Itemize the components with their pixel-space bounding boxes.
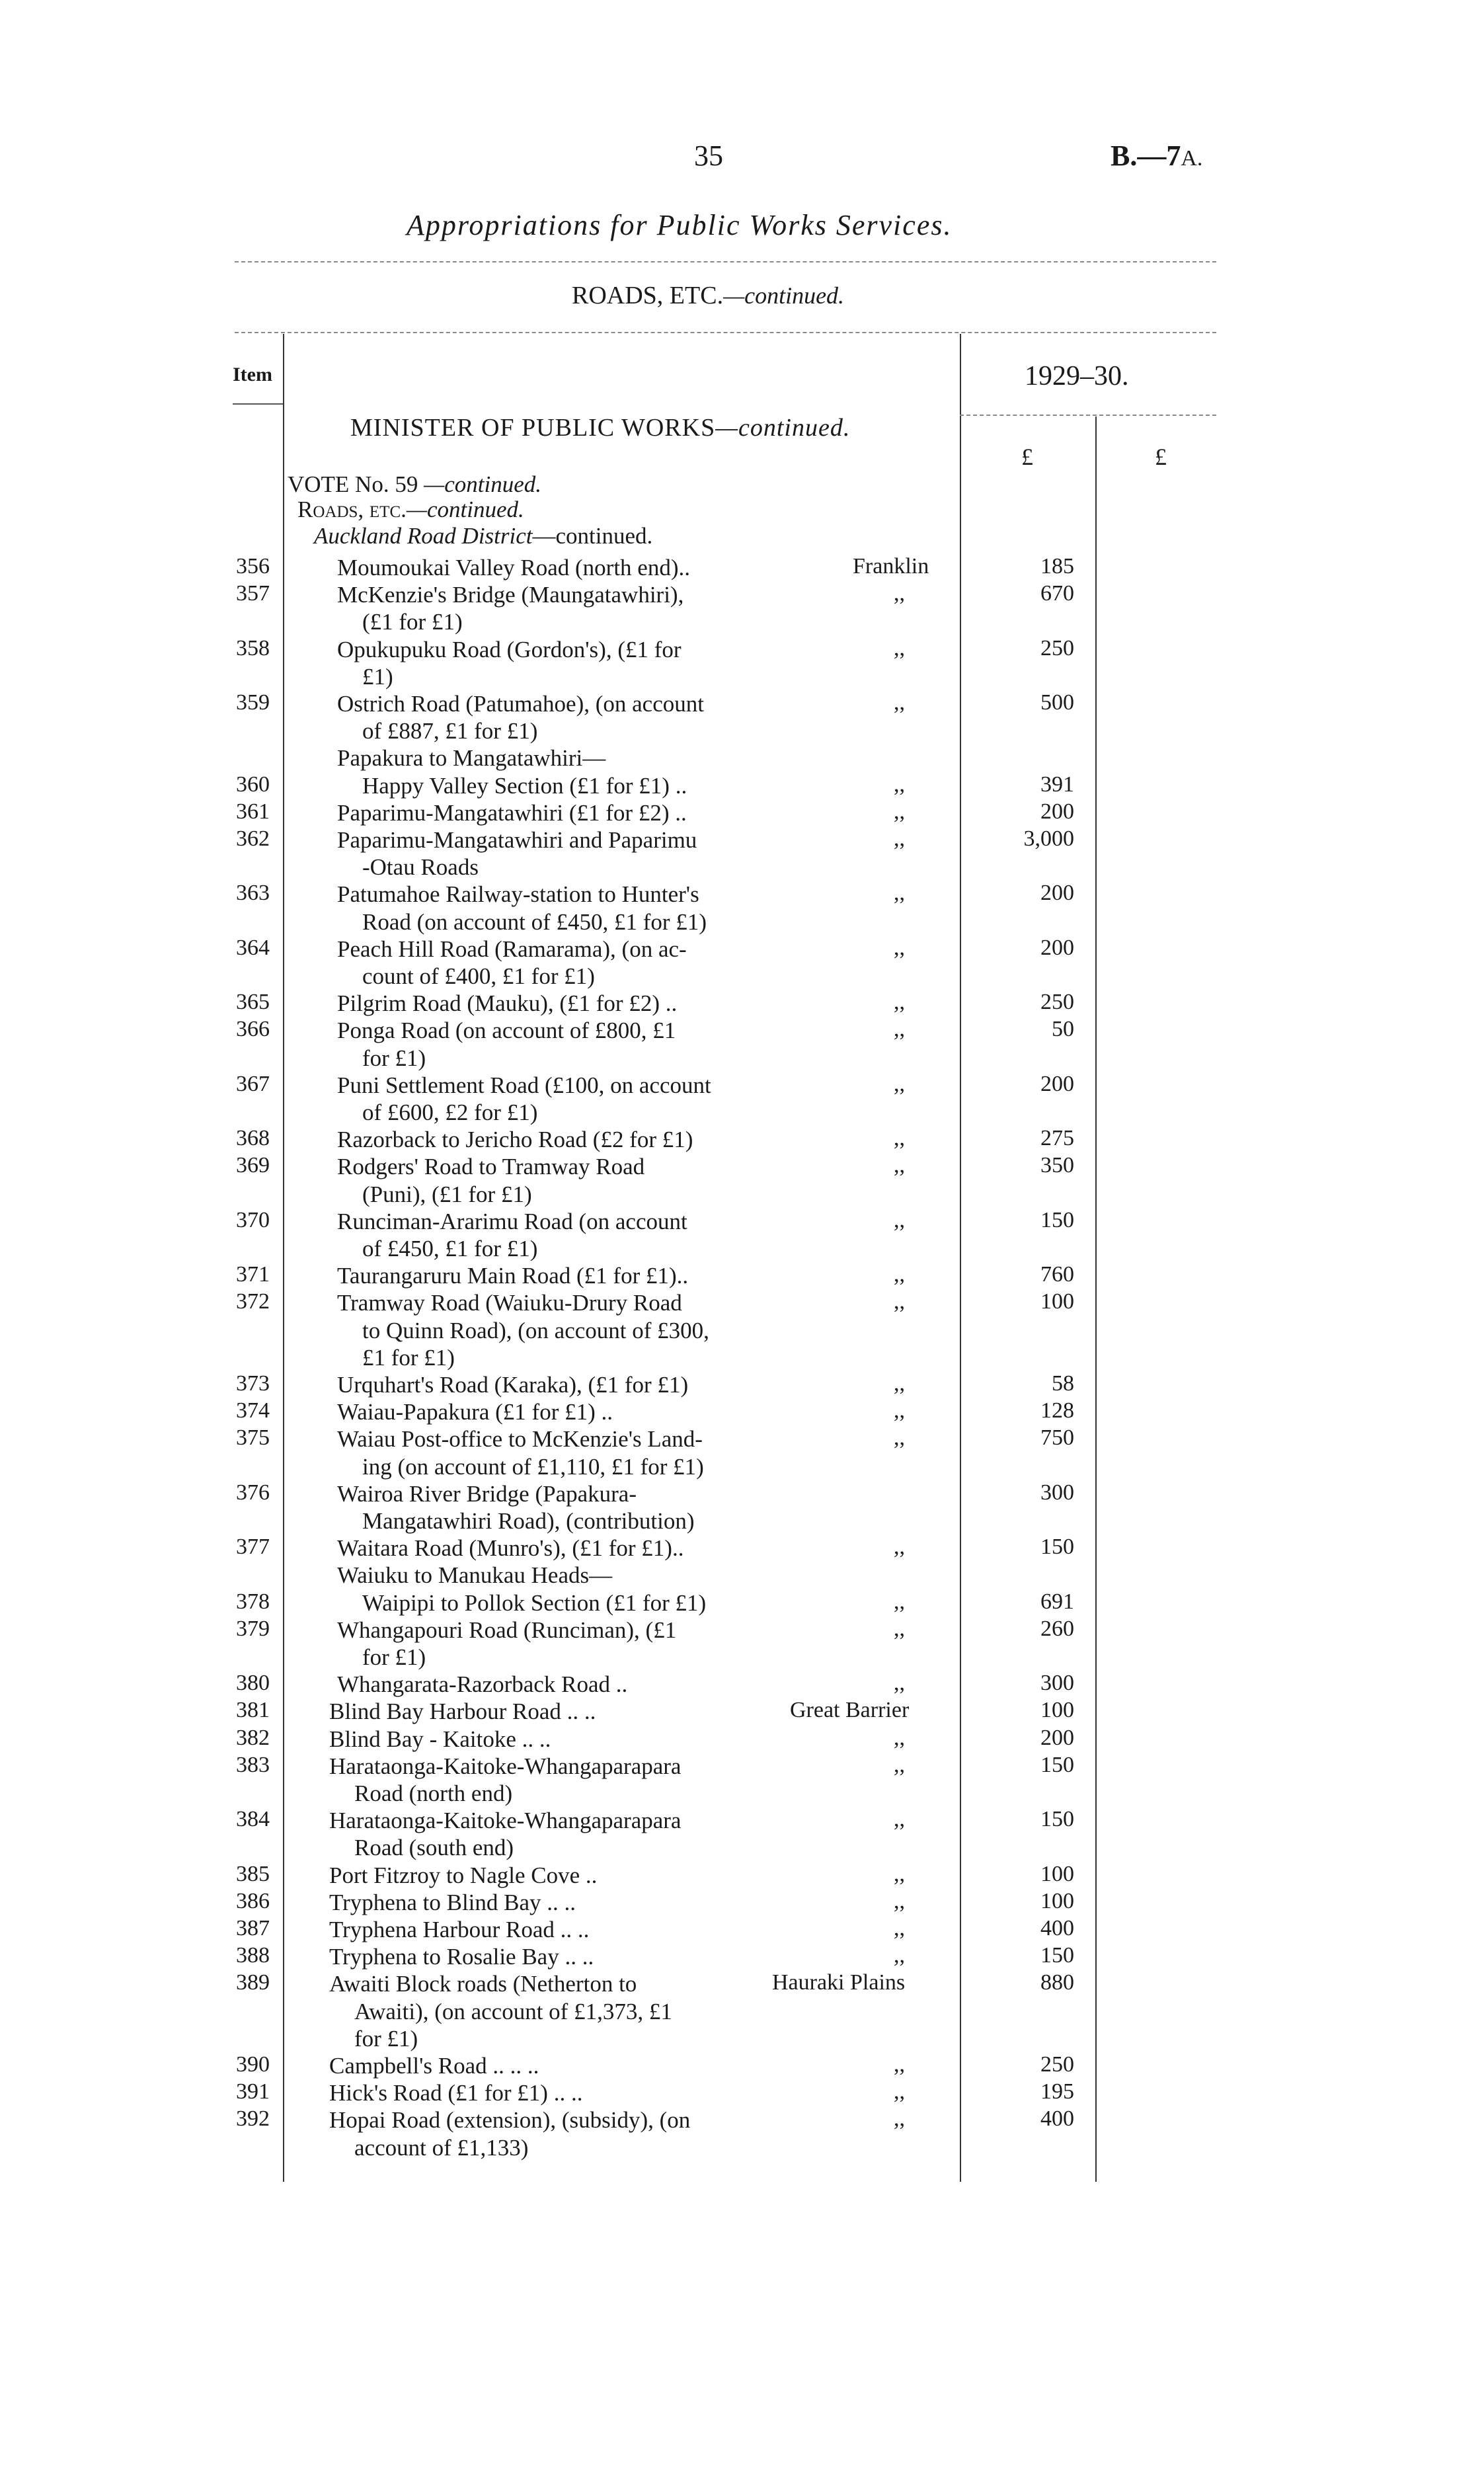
row-amount: 150: [1040, 1752, 1074, 1777]
row-description-continued: (Puni), (£1 for £1): [362, 1181, 532, 1207]
row-item-number: 370: [236, 1207, 270, 1232]
vote-heading: [288, 471, 541, 498]
row-district: ,,: [894, 1616, 905, 1641]
row-amount: 400: [1040, 1916, 1074, 1940]
row-item-number: 361: [236, 799, 270, 824]
row-item-number: 380: [236, 1671, 270, 1696]
row-description: Razorback to Jericho Road (£2 for £1): [337, 1127, 693, 1153]
row-amount: 150: [1040, 1207, 1074, 1232]
row-amount: 880: [1040, 1970, 1074, 1995]
row-amount: 200: [1040, 1071, 1074, 1096]
row-item-number: 373: [236, 1371, 270, 1396]
row-district: ,,: [894, 1207, 905, 1232]
row-district: ,,: [894, 935, 905, 960]
row-item-number: 392: [236, 2106, 270, 2132]
row-description-continued: Road (north end): [354, 1780, 513, 1806]
row-amount: 750: [1040, 1425, 1074, 1451]
row-description: Paparimu-Mangatawhiri and Paparimu: [337, 827, 697, 853]
pound-symbol-col1: £: [1021, 444, 1033, 470]
section-heading: [572, 281, 844, 310]
row-description: Tryphena to Blind Bay .. ..: [329, 1889, 576, 1915]
row-district: ,,: [894, 1671, 905, 1696]
row-amount: 500: [1040, 690, 1074, 715]
row-description-continued: £1): [362, 663, 393, 690]
row-description: Peach Hill Road (Ramarama), (on ac-: [337, 936, 687, 962]
row-amount: 260: [1040, 1616, 1074, 1641]
district-subheading: [314, 522, 652, 549]
row-district: ,,: [894, 1752, 905, 1777]
row-description: Opukupuku Road (Gordon's), (£1 for: [337, 636, 682, 662]
row-district: ,,: [894, 1425, 905, 1451]
row-description: Harataonga-Kaitoke-Whangaparapara: [329, 1753, 682, 1779]
row-description-continued: Mangatawhiri Road), (contribution): [362, 1508, 695, 1534]
row-amount: 100: [1040, 1698, 1074, 1723]
row-item-number: 387: [236, 1916, 270, 1940]
year-header-rule: [960, 415, 1216, 416]
row-item-number: 378: [236, 1589, 270, 1614]
row-district: Great Barrier: [790, 1698, 910, 1723]
row-description: Pilgrim Road (Mauku), (£1 for £2) ..: [337, 990, 678, 1017]
row-district: ,,: [894, 1071, 905, 1096]
document-code: [1111, 139, 1202, 173]
row-description: Patumahoe Railway-station to Hunter's: [337, 881, 699, 908]
row-district: ,,: [894, 2106, 905, 2132]
row-district: ,,: [894, 690, 905, 715]
row-item-number: 369: [236, 1153, 270, 1178]
row-item-number: 376: [236, 1480, 270, 1505]
row-amount: 50: [1052, 1017, 1074, 1042]
page-number: 35: [694, 140, 723, 172]
pound-symbol-col2: £: [1155, 444, 1167, 470]
row-description: Papakura to Mangatawhiri—: [337, 745, 606, 772]
row-item-number: 364: [236, 935, 270, 960]
row-amount: 195: [1040, 2079, 1074, 2104]
year-column-header: 1929–30.: [1025, 361, 1129, 391]
row-district: ,,: [894, 1153, 905, 1178]
row-description: Waipipi to Pollok Section (£1 for £1): [362, 1589, 707, 1616]
row-amount: 100: [1040, 1289, 1074, 1314]
row-district: ,,: [894, 1943, 905, 1968]
row-description: Blind Bay - Kaitoke .. ..: [329, 1726, 551, 1752]
row-item-number: 357: [236, 581, 270, 606]
row-description-continued: to Quinn Road), (on account of £300,: [362, 1317, 709, 1343]
row-district: ,,: [894, 1916, 905, 1940]
row-item-number: 358: [236, 635, 270, 660]
row-district: ,,: [894, 990, 905, 1015]
row-item-number: 372: [236, 1289, 270, 1314]
roads-subheading-main: Roads, etc.: [297, 497, 407, 522]
row-description-continued: £1 for £1): [362, 1344, 455, 1371]
row-amount: 691: [1040, 1589, 1074, 1614]
district-subheading-continued: —continued.: [532, 523, 653, 549]
roads-subheading: [297, 496, 524, 523]
row-description-continued: of £887, £1 for £1): [362, 718, 538, 744]
title-rule: [235, 261, 1216, 262]
row-district: ,,: [894, 1861, 905, 1886]
row-item-number: 381: [236, 1698, 270, 1723]
row-item-number: 384: [236, 1807, 270, 1832]
row-description: Port Fitzroy to Nagle Cove ..: [329, 1862, 598, 1888]
row-description: Taurangaruru Main Road (£1 for £1)..: [337, 1263, 689, 1289]
row-district: ,,: [894, 799, 905, 824]
row-amount: 250: [1040, 2052, 1074, 2077]
row-description: Wairoa River Bridge (Papakura-: [337, 1480, 637, 1507]
row-amount: 200: [1040, 881, 1074, 906]
total-column-divider: [1095, 417, 1097, 2182]
row-district: ,,: [894, 1807, 905, 1832]
row-description: Runciman-Ararimu Road (on account: [337, 1208, 687, 1234]
row-amount: 3,000: [1023, 826, 1074, 851]
row-district: ,,: [894, 2052, 905, 2077]
row-district: ,,: [894, 635, 905, 660]
row-amount: 200: [1040, 799, 1074, 824]
row-item-number: 389: [236, 1970, 270, 1995]
row-description-continued: Road (south end): [354, 1835, 514, 1861]
row-description: Tramway Road (Waiuku-Drury Road: [337, 1290, 682, 1316]
vote-heading-continued: —continued.: [424, 471, 541, 497]
minister-heading: [350, 413, 850, 442]
row-item-number: 366: [236, 1017, 270, 1042]
row-item-number: 375: [236, 1425, 270, 1451]
row-amount: 150: [1040, 1535, 1074, 1560]
row-amount: 275: [1040, 1126, 1074, 1151]
row-district: Hauraki Plains: [772, 1970, 906, 1995]
row-district: ,,: [894, 1398, 905, 1423]
row-description-continued: of £450, £1 for £1): [362, 1236, 538, 1261]
row-district: ,,: [894, 1126, 905, 1151]
district-subheading-main: Auckland Road District: [314, 523, 533, 549]
row-description: Blind Bay Harbour Road .. ..: [329, 1698, 596, 1725]
row-description: Waiuku to Manukau Heads—: [337, 1562, 613, 1589]
minister-heading-continued: —continued.: [715, 414, 851, 442]
row-description: Waitara Road (Munro's), (£1 for £1)..: [337, 1535, 684, 1562]
row-description: Puni Settlement Road (£100, on account: [337, 1072, 711, 1098]
row-description: Hopai Road (extension), (subsidy), (on: [329, 2107, 691, 2134]
row-district: ,,: [894, 826, 905, 851]
row-district: ,,: [894, 1289, 905, 1314]
row-amount: 670: [1040, 581, 1074, 606]
row-description-continued: ing (on account of £1,110, £1 for £1): [362, 1453, 704, 1480]
row-amount: 200: [1040, 1725, 1074, 1750]
page-title: Appropriations for Public Works Services.: [407, 209, 953, 241]
row-district: ,,: [894, 581, 905, 606]
row-description-continued: -Otau Roads: [362, 854, 479, 881]
roads-subheading-continued: —continued.: [406, 497, 524, 522]
row-item-number: 359: [236, 690, 270, 715]
row-district: ,,: [894, 1888, 905, 1913]
row-item-number: 360: [236, 772, 270, 797]
row-description: Campbell's Road .. .. ..: [329, 2053, 539, 2079]
row-amount: 150: [1040, 1807, 1074, 1832]
row-district: ,,: [894, 1725, 905, 1750]
row-description-continued: Road (on account of £450, £1 for £1): [362, 908, 707, 935]
row-item-number: 377: [236, 1535, 270, 1560]
row-item-number: 388: [236, 1943, 270, 1968]
document-code-main: B.—7: [1111, 140, 1181, 172]
row-item-number: 356: [236, 554, 270, 579]
row-amount: 760: [1040, 1262, 1074, 1287]
row-amount: 250: [1040, 635, 1074, 660]
row-description: Hick's Road (£1 for £1) .. ..: [329, 2080, 583, 2106]
row-district: ,,: [894, 1017, 905, 1042]
row-description: Ostrich Road (Patumahoe), (on account: [337, 691, 704, 717]
amount-column-divider: [960, 334, 961, 2182]
row-amount: 128: [1040, 1398, 1074, 1423]
row-amount: 58: [1052, 1371, 1074, 1396]
row-district: ,,: [894, 2079, 905, 2104]
row-item-number: 385: [236, 1861, 270, 1886]
row-item-number: 368: [236, 1126, 270, 1151]
item-column-divider: [283, 334, 284, 2182]
row-description: Ponga Road (on account of £800, £1: [337, 1018, 676, 1044]
row-item-number: 365: [236, 990, 270, 1015]
row-amount: 350: [1040, 1153, 1074, 1178]
row-district: Franklin: [853, 554, 929, 579]
row-description-continued: count of £400, £1 for £1): [362, 963, 595, 989]
row-district: ,,: [894, 1262, 905, 1287]
row-amount: 185: [1040, 554, 1074, 579]
row-item-number: 382: [236, 1725, 270, 1750]
row-description: Whangapouri Road (Runciman), (£1: [337, 1617, 677, 1643]
row-description: Moumoukai Valley Road (north end)..: [337, 555, 690, 580]
row-description: Happy Valley Section (£1 for £1) ..: [362, 772, 687, 799]
row-description: Awaiti Block roads (Netherton to: [329, 1971, 637, 1997]
row-description-continued: Awaiti), (on account of £1,373, £1: [354, 1998, 672, 2024]
vote-heading-main: VOTE No. 59: [288, 471, 424, 497]
row-description-continued: for £1): [354, 2025, 418, 2052]
row-item-number: 386: [236, 1888, 270, 1913]
row-description: McKenzie's Bridge (Maungatawhiri),: [337, 582, 684, 608]
row-amount: 300: [1040, 1671, 1074, 1696]
row-description: Tryphena Harbour Road .. ..: [329, 1917, 590, 1942]
row-amount: 400: [1040, 2106, 1074, 2132]
row-description: Whangarata-Razorback Road ..: [337, 1671, 628, 1698]
row-item-number: 371: [236, 1262, 270, 1287]
row-amount: 100: [1040, 1888, 1074, 1913]
row-description: Urquhart's Road (Karaka), (£1 for £1): [337, 1372, 689, 1398]
row-amount: 300: [1040, 1480, 1074, 1505]
row-item-number: 383: [236, 1752, 270, 1777]
row-amount: 200: [1040, 935, 1074, 960]
row-amount: 391: [1040, 772, 1074, 797]
row-description: Waiau-Papakura (£1 for £1) ..: [337, 1399, 613, 1425]
row-description: Waiau Post-office to McKenzie's Land-: [337, 1426, 703, 1453]
item-column-header: Item: [233, 364, 272, 385]
document-code-suffix: A.: [1181, 146, 1203, 171]
row-description-continued: for £1): [362, 1045, 426, 1071]
row-item-number: 367: [236, 1071, 270, 1096]
row-amount: 250: [1040, 990, 1074, 1015]
row-amount: 150: [1040, 1943, 1074, 1968]
row-description-continued: (£1 for £1): [362, 609, 463, 635]
row-description: Harataonga-Kaitoke-Whangaparapara: [329, 1808, 682, 1834]
minister-heading-main: MINISTER OF PUBLIC WORKS: [350, 414, 716, 442]
row-item-number: 390: [236, 2052, 270, 2077]
row-item-number: 391: [236, 2079, 270, 2104]
row-description: Tryphena to Rosalie Bay .. ..: [329, 1944, 594, 1970]
row-description-continued: for £1): [362, 1644, 426, 1670]
row-amount: 100: [1040, 1861, 1074, 1886]
row-description: Rodgers' Road to Tramway Road: [337, 1154, 645, 1180]
row-description-continued: account of £1,133): [354, 2134, 529, 2161]
row-item-number: 374: [236, 1398, 270, 1423]
row-item-number: 379: [236, 1616, 270, 1641]
section-heading-continued: —continued.: [723, 282, 845, 309]
row-district: ,,: [894, 772, 905, 797]
row-item-number: 362: [236, 826, 270, 851]
row-district: ,,: [894, 881, 905, 906]
row-description-continued: of £600, £2 for £1): [362, 1099, 538, 1125]
item-header-rule: [233, 403, 283, 405]
row-item-number: 363: [236, 881, 270, 906]
row-district: ,,: [894, 1535, 905, 1560]
row-district: ,,: [894, 1371, 905, 1396]
row-district: ,,: [894, 1589, 905, 1614]
table-top-rule: [235, 332, 1216, 333]
row-description: Paparimu-Mangatawhiri (£1 for £2) ..: [337, 799, 687, 826]
section-heading-main: ROADS, ETC.: [572, 282, 724, 309]
